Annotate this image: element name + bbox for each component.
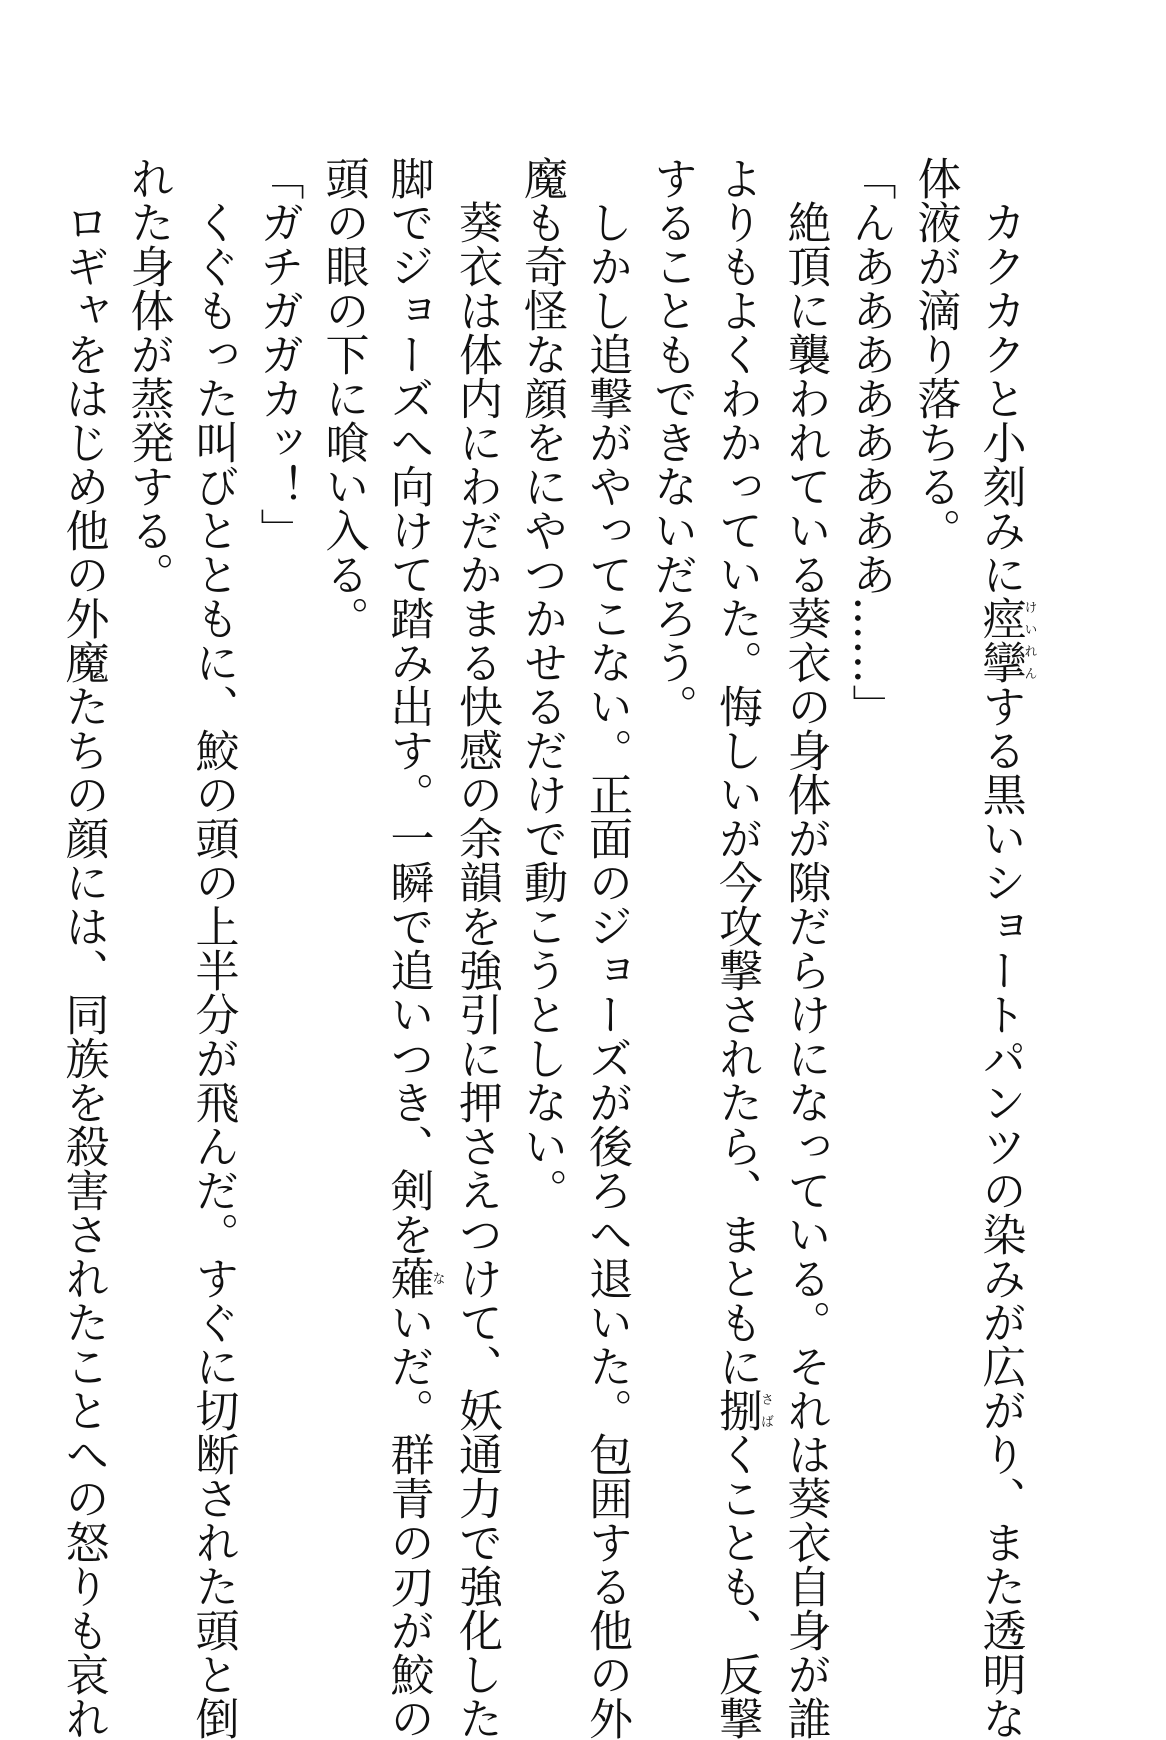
text-line-1: カクカクと小刻みに痙攣けいれんする黒いショートパンツの染みが広がり、また透明な [974, 156, 1037, 1740]
text-line-11: 頭の眼の下に喰い入る。 [317, 156, 369, 640]
text-line-10: 脚でジョーズへ向けて踏み出す。一瞬で追いつき、剣を薙ないだ。群青の刃が鮫の [382, 156, 445, 1740]
text-line-9: 葵衣は体内にわだかまる快感の余韻を強引に押さえつけて、妖通力で強化した [451, 156, 502, 1740]
text-line-6: することもできないだろう。 [646, 156, 697, 728]
text-line-5: よりもよくわかっていた。悔しいが今攻撃されたら、まともに捌さばくことも、反撃 [711, 156, 773, 1740]
text-line-12: 「ガチガガカッ！」 [252, 156, 304, 552]
text-line-2: 体液が滴り落ちる。 [909, 156, 961, 552]
text-line-8: 魔も奇怪な顔をにやつかせるだけで動こうとしない。 [516, 156, 567, 1212]
text-line-15: ロギャをはじめ他の外魔たちの顔には、同族を殺害されたことへの怒りも哀れ [57, 156, 109, 1740]
text-line-13: くぐもった叫びとともに、鮫の頭の上半分が飛んだ。すぐに切断された頭と倒 [187, 156, 239, 1740]
text-line-14: れた身体が蒸発する。 [122, 156, 174, 596]
text-line-7: しかし追撃がやってこない。正面のジョーズが後ろへ退いた。包囲する他の外 [581, 156, 632, 1740]
ruby-na: 薙な [382, 1256, 445, 1300]
ruby-keiren: 痙攣けいれん [974, 596, 1037, 684]
ruby-saba: 捌さば [711, 1388, 773, 1432]
text-line-4: 絶頂に襲われている葵衣の身体が隙だらけになっている。それは葵衣自身が誰 [779, 156, 831, 1740]
vertical-text-block [51, 156, 1037, 1740]
text-line-3: 「んああああああああ……」 [844, 156, 896, 728]
